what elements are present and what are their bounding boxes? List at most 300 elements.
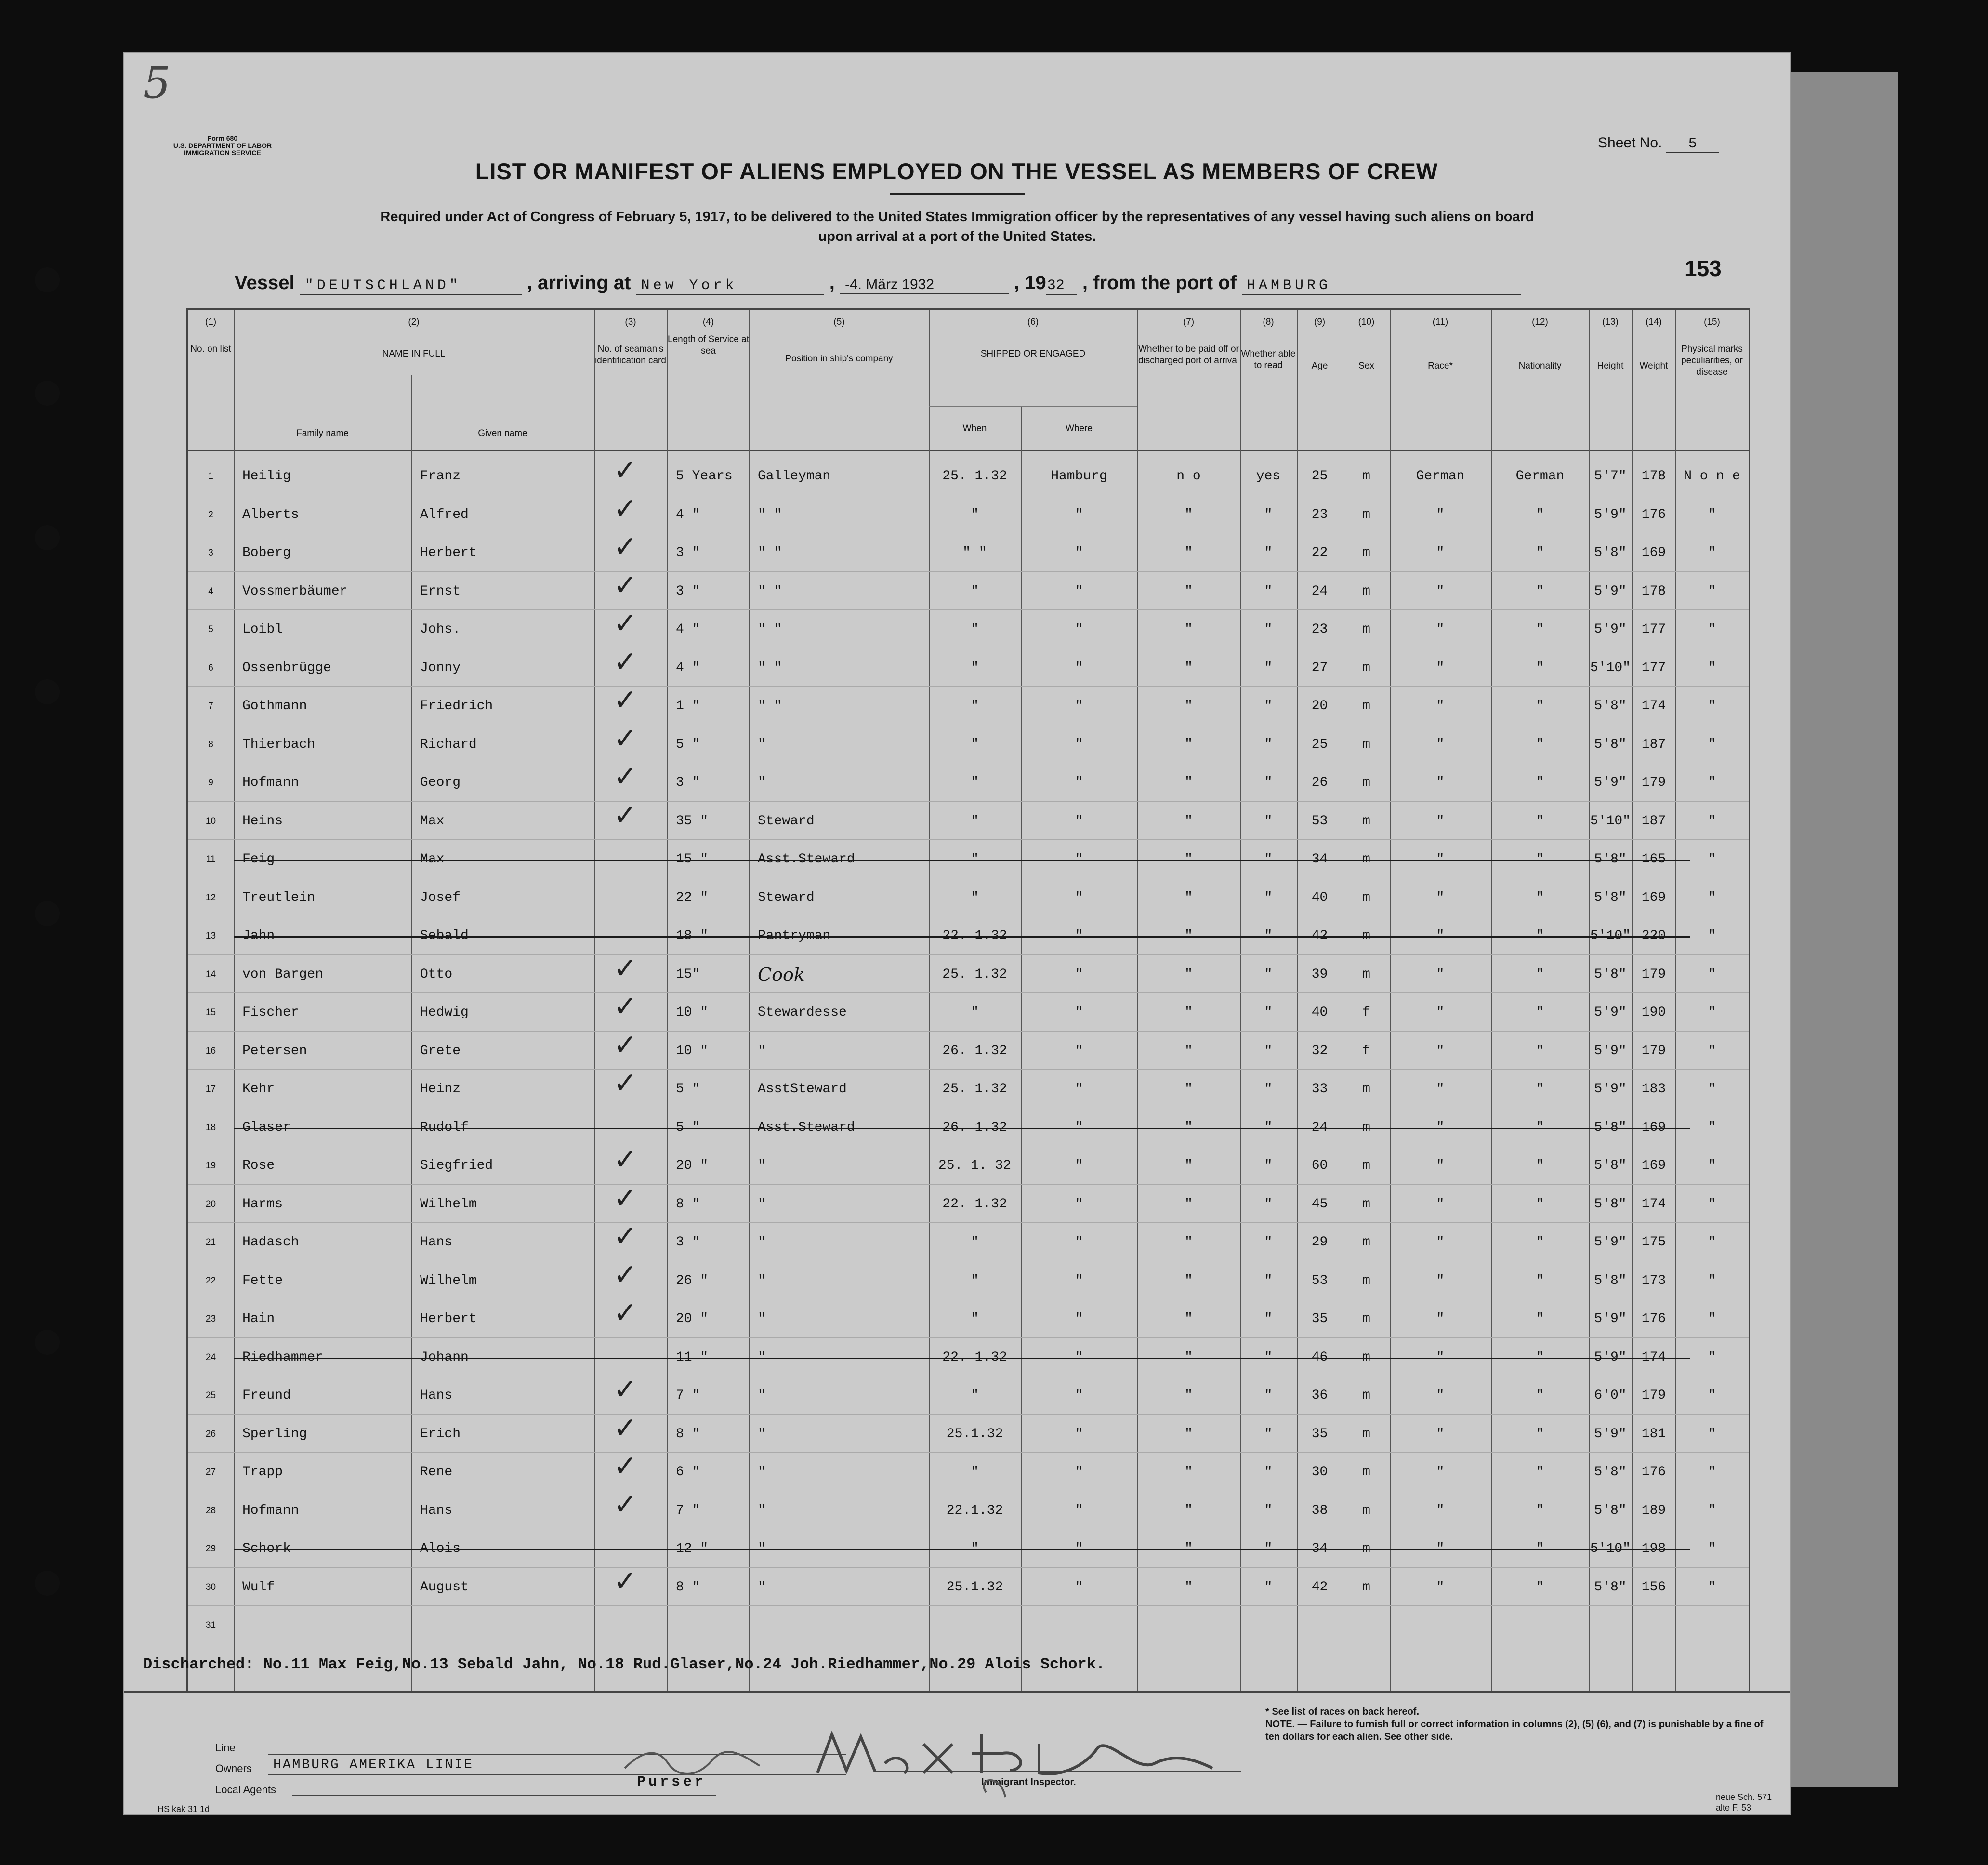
line-label: Line — [215, 1742, 236, 1754]
table-row — [188, 1340, 1749, 1379]
cell-nat: " — [1536, 1349, 1544, 1365]
cell-paid: " — [1185, 1388, 1193, 1403]
cell-when: " — [971, 1005, 979, 1020]
cell-age: 24 — [1311, 583, 1328, 599]
cell-weight: 179 — [1641, 966, 1666, 982]
cell-race: " — [1436, 1541, 1445, 1556]
table-row — [188, 1111, 1749, 1149]
cell-read: " — [1264, 737, 1273, 752]
cell-service: 8 " — [676, 1579, 700, 1595]
cell-given: Grete — [420, 1043, 461, 1058]
sheet-number-field — [1598, 135, 1719, 153]
cell-nat: " — [1536, 1043, 1544, 1058]
table-row — [188, 1181, 1749, 1226]
cell-position: " " — [758, 507, 782, 522]
alte-code: alte F. 53 — [1716, 1803, 1751, 1812]
cell-position: " " — [758, 545, 782, 560]
length-service-header: Length of Service at sea — [668, 334, 749, 356]
cell-given: Heinz — [420, 1082, 461, 1097]
cell-sex: m — [1362, 1235, 1370, 1250]
cell-family: Gothmann — [242, 699, 307, 714]
cell-weight: 169 — [1641, 1158, 1666, 1173]
cell-family: Fischer — [242, 1005, 299, 1020]
cell-race: " — [1436, 1579, 1445, 1595]
cell-sex: m — [1362, 1579, 1370, 1595]
cell-weight: 174 — [1641, 699, 1666, 714]
family-name-header: Family name — [296, 428, 349, 438]
cell-race: " — [1436, 928, 1445, 943]
cell-family: Riedhammer — [242, 1349, 324, 1365]
cell-read: " — [1264, 813, 1273, 829]
check-mark-icon: ✓ — [613, 951, 638, 985]
cell-age: 26 — [1311, 775, 1328, 790]
check-mark-icon: ✓ — [613, 1219, 638, 1253]
table-row — [188, 1066, 1749, 1111]
cell-family: Hain — [242, 1311, 275, 1326]
cell-position: Asst.Steward — [758, 1120, 855, 1135]
cell-where: " — [1075, 813, 1083, 829]
cell-paid: " — [1185, 852, 1193, 867]
cell-weight: 187 — [1641, 813, 1666, 829]
cell-n: 15 — [205, 1007, 216, 1018]
cell-where: " — [1075, 1120, 1083, 1135]
cell-height: 5'10" — [1590, 660, 1631, 675]
cell-given: Hans — [420, 1388, 453, 1403]
cell-read: " — [1264, 852, 1273, 867]
cell-given: Friedrich — [420, 699, 493, 714]
service: IMMIGRATION SERVICE — [184, 149, 261, 157]
cell-marks: " — [1708, 1005, 1716, 1020]
cell-family: Petersen — [242, 1043, 307, 1058]
cell-sex: m — [1362, 507, 1370, 522]
vessel-label: Vessel — [235, 272, 295, 293]
shipped-subdivider — [929, 406, 1137, 407]
cell-where: Hamburg — [1051, 469, 1107, 484]
cell-position: " — [758, 737, 766, 752]
check-mark-icon: ✓ — [613, 760, 638, 794]
cell-service: 3 " — [676, 545, 700, 560]
cell-marks: " — [1708, 1541, 1716, 1556]
table-row — [188, 798, 1749, 843]
cell-position: " — [758, 1311, 766, 1326]
cell-nat: " — [1536, 507, 1544, 522]
age-header: Age — [1311, 361, 1328, 371]
penalty-note: NOTE. — Failure to furnish full or correct information in columns (2), (5) (6), and (7) is punishable by a fine of ten dollars for each alien. See other side. — [1265, 1719, 1764, 1742]
cell-where: " — [1075, 1196, 1083, 1212]
cell-service: 10 " — [676, 1043, 709, 1058]
cell-paid: " — [1185, 1579, 1193, 1595]
cell-read: " — [1264, 1005, 1273, 1020]
table-row — [188, 1143, 1749, 1187]
cell-family: Harms — [242, 1196, 283, 1212]
cell-where: " — [1075, 852, 1083, 867]
able-read-header: Whether able to read — [1241, 349, 1296, 370]
cell-nat: " — [1536, 737, 1544, 752]
table-row — [188, 1028, 1749, 1072]
cell-family: von Bargen — [242, 966, 324, 982]
cell-n: 28 — [205, 1505, 216, 1516]
cell-where: " — [1075, 1273, 1083, 1288]
sheet-number: 5 — [1666, 136, 1719, 153]
cell-height: 6'0" — [1594, 1388, 1627, 1403]
cell-marks: " — [1708, 1388, 1716, 1403]
cell-weight: 220 — [1641, 928, 1666, 943]
cell-age: 35 — [1311, 1426, 1328, 1442]
cell-paid: " — [1185, 1465, 1193, 1480]
cell-service: 22 " — [676, 890, 709, 905]
cell-weight: 190 — [1641, 1005, 1666, 1020]
cell-weight: 179 — [1641, 775, 1666, 790]
form-number: Form 680 — [207, 134, 238, 142]
column-number: (14) — [1646, 317, 1662, 327]
binder-hole — [35, 1571, 60, 1596]
strike-through-line — [234, 1358, 1690, 1359]
cell-read: " — [1264, 1120, 1273, 1135]
column-number: (9) — [1314, 317, 1326, 327]
cell-marks: " — [1708, 622, 1716, 637]
cell-height: 5'9" — [1594, 775, 1627, 790]
table-row — [188, 568, 1749, 613]
cell-marks: " — [1708, 737, 1716, 752]
cell-age: 36 — [1311, 1388, 1328, 1403]
cell-n: 4 — [208, 586, 213, 596]
cell-given: Johs. — [420, 622, 461, 637]
cell-where: " — [1075, 1082, 1083, 1097]
print-code: HS kak 31 1d — [158, 1804, 210, 1814]
cell-n: 14 — [205, 969, 216, 979]
cell-race: " — [1436, 1158, 1445, 1173]
cell-age: 22 — [1311, 545, 1328, 560]
race-header: Race* — [1428, 361, 1453, 371]
cell-n: 19 — [205, 1161, 216, 1171]
cell-family: Boberg — [242, 545, 291, 560]
cell-height: 5'8" — [1594, 737, 1627, 752]
cell-read: " — [1264, 1196, 1273, 1212]
cell-n: 3 — [208, 548, 213, 558]
cell-when: " — [971, 1235, 979, 1250]
arriving-port: New York — [636, 278, 824, 295]
cell-paid: " — [1185, 1503, 1193, 1518]
cell-n: 23 — [205, 1314, 216, 1324]
cell-read: " — [1264, 1235, 1273, 1250]
check-mark-icon: ✓ — [613, 607, 638, 640]
cell-age: 24 — [1311, 1120, 1328, 1135]
cell-sex: m — [1362, 813, 1370, 829]
cell-read: " — [1264, 1541, 1273, 1556]
when-header: When — [962, 423, 987, 434]
cell-weight: 181 — [1641, 1426, 1666, 1442]
cell-marks: " — [1708, 813, 1716, 829]
cell-given: Wilhelm — [420, 1196, 477, 1212]
cell-sex: f — [1362, 1005, 1370, 1020]
check-mark-icon: ✓ — [613, 1143, 638, 1177]
cell-read: " — [1264, 1465, 1273, 1480]
cell-height: 5'8" — [1594, 966, 1627, 982]
cell-family: Hofmann — [242, 775, 299, 790]
cell-height: 5'9" — [1594, 622, 1627, 637]
purser-label: Purser — [637, 1774, 707, 1790]
cell-race: " — [1436, 1503, 1445, 1518]
cell-nat: " — [1536, 1426, 1544, 1442]
check-mark-icon: ✓ — [613, 683, 638, 717]
sch-code: neue Sch. 571 — [1716, 1792, 1772, 1802]
table-row — [188, 683, 1749, 727]
table-row — [188, 1608, 1749, 1647]
cell-n: 1 — [208, 471, 213, 481]
cell-read: " — [1264, 1426, 1273, 1442]
cell-race: " — [1436, 660, 1445, 675]
vessel-name: "DEUTSCHLAND" — [300, 278, 522, 295]
cell-age: 38 — [1311, 1503, 1328, 1518]
cell-race: " — [1436, 622, 1445, 637]
cell-given: Wilhelm — [420, 1273, 477, 1288]
cell-where: " — [1075, 1043, 1083, 1058]
cell-read: " — [1264, 1349, 1273, 1365]
cell-marks: " — [1708, 928, 1716, 943]
cell-given: Rudolf — [420, 1120, 469, 1135]
cell-given: Josef — [420, 890, 461, 905]
cell-given: Georg — [420, 775, 461, 790]
cell-family: Fette — [242, 1273, 283, 1288]
cell-nat: " — [1536, 1158, 1544, 1173]
cell-paid: " — [1185, 928, 1193, 943]
cell-family: Glaser — [242, 1120, 291, 1135]
cell-race: " — [1436, 813, 1445, 829]
cell-sex: m — [1362, 660, 1370, 675]
table-row — [188, 1449, 1749, 1494]
cell-marks: " — [1708, 1082, 1716, 1097]
check-mark-icon: ✓ — [613, 1411, 638, 1445]
cell-when: 26. 1.32 — [942, 1043, 1007, 1058]
cell-position: " — [758, 1273, 766, 1288]
cell-age: 23 — [1311, 507, 1328, 522]
cell-service: 20 " — [676, 1158, 709, 1173]
cell-read: " — [1264, 583, 1273, 599]
cell-marks: " — [1708, 1235, 1716, 1250]
cell-nat: German — [1515, 469, 1565, 484]
cell-age: 33 — [1311, 1082, 1328, 1097]
table-row — [188, 721, 1749, 766]
cell-age: 34 — [1311, 852, 1328, 867]
cell-age: 53 — [1311, 1273, 1328, 1288]
header-divider — [188, 450, 1749, 451]
cell-service: 1 " — [676, 699, 700, 714]
column-number: (3) — [625, 317, 636, 327]
cell-family: Heins — [242, 813, 283, 829]
cell-race: " — [1436, 966, 1445, 982]
cell-sex: m — [1362, 1503, 1370, 1518]
cell-when: " — [971, 507, 979, 522]
table-row — [188, 1411, 1749, 1455]
strike-through-line — [234, 1549, 1690, 1550]
cell-weight: 169 — [1641, 1120, 1666, 1135]
cell-read: " — [1264, 699, 1273, 714]
cell-where: " — [1075, 890, 1083, 905]
cell-where: " — [1075, 1465, 1083, 1480]
strike-through-line — [234, 936, 1690, 938]
id-card-header: No. of seaman's identification card — [595, 344, 666, 366]
cell-sex: m — [1362, 1465, 1370, 1480]
check-mark-icon: ✓ — [613, 1066, 638, 1100]
cell-family: Treutlein — [242, 890, 316, 905]
cell-n: 11 — [206, 854, 216, 864]
cell-service: 12 " — [676, 1541, 709, 1556]
cell-sex: m — [1362, 1426, 1370, 1442]
cell-where: " — [1075, 699, 1083, 714]
cell-family: Ossenbrügge — [242, 660, 331, 675]
table-row — [188, 881, 1749, 919]
page-number: 153 — [1685, 256, 1722, 281]
cell-weight: 176 — [1641, 1465, 1666, 1480]
table-row — [188, 645, 1749, 689]
cell-n: 27 — [205, 1467, 216, 1477]
cell-where: " — [1075, 1235, 1083, 1250]
cell-age: 35 — [1311, 1311, 1328, 1326]
cell-height: 5'9" — [1594, 1235, 1627, 1250]
table-row — [188, 1257, 1749, 1302]
check-mark-icon: ✓ — [613, 1373, 638, 1406]
form-block — [153, 135, 292, 157]
cell-height: 5'8" — [1594, 1120, 1627, 1135]
binder-hole — [35, 267, 60, 292]
strike-through-line — [234, 1128, 1690, 1129]
agents-label: Local Agents — [215, 1784, 276, 1796]
cell-position: " — [758, 1388, 766, 1403]
cell-nat: " — [1536, 1311, 1544, 1326]
cell-age: 32 — [1311, 1043, 1328, 1058]
cell-position: " — [758, 775, 766, 790]
cell-marks: " — [1708, 1579, 1716, 1595]
cell-read: " — [1264, 1579, 1273, 1595]
cell-when: " — [971, 583, 979, 599]
cell-read: " — [1264, 775, 1273, 790]
cell-paid: " — [1185, 1196, 1193, 1212]
inspector-label: Immigrant Inspector. — [981, 1777, 1076, 1787]
cell-marks: " — [1708, 890, 1716, 905]
cell-paid: " — [1185, 1426, 1193, 1442]
cell-sex: m — [1362, 1196, 1370, 1212]
cell-marks: " — [1708, 852, 1716, 867]
cell-height: 5'8" — [1594, 545, 1627, 560]
cell-n: 29 — [205, 1544, 216, 1554]
table-row — [188, 951, 1749, 996]
table-row — [188, 1564, 1749, 1609]
cell-family: Hadasch — [242, 1235, 299, 1250]
cell-marks: " — [1708, 775, 1716, 790]
cell-paid: " — [1185, 507, 1193, 522]
check-mark-icon: ✓ — [613, 1296, 638, 1330]
cell-read: " — [1264, 622, 1273, 637]
where-header: Where — [1066, 423, 1093, 434]
cell-position: AsstSteward — [758, 1082, 847, 1097]
cell-age: 42 — [1311, 928, 1328, 943]
cell-when: " — [971, 699, 979, 714]
cell-service: 5 " — [676, 1082, 700, 1097]
cell-family: Sperling — [242, 1426, 307, 1442]
cell-paid: " — [1185, 1541, 1193, 1556]
table-row — [188, 453, 1749, 498]
cell-read: " — [1264, 1082, 1273, 1097]
given-name-header: Given name — [478, 428, 527, 438]
cell-n: 21 — [205, 1237, 216, 1247]
table-row — [188, 607, 1749, 651]
cell-paid: " — [1185, 1273, 1193, 1288]
cell-race: " — [1436, 737, 1445, 752]
cell-marks: " — [1708, 1158, 1716, 1173]
cell-n: 2 — [208, 509, 213, 520]
column-number: (15) — [1704, 317, 1720, 327]
cell-marks: " — [1708, 1503, 1716, 1518]
cell-paid: " — [1185, 775, 1193, 790]
cell-family: Hofmann — [242, 1503, 299, 1518]
cell-service: 5 " — [676, 737, 700, 752]
cell-n: 6 — [208, 662, 213, 673]
cell-n: 7 — [208, 701, 213, 711]
column-number: (1) — [205, 317, 217, 327]
cell-race: " — [1436, 1426, 1445, 1442]
cell-nat: " — [1536, 1005, 1544, 1020]
cell-race: German — [1416, 469, 1465, 484]
cell-paid: " — [1185, 1082, 1193, 1097]
binder-hole — [35, 525, 60, 550]
vessel-line: Vessel "DEUTSCHLAND" , arriving at New York , -4. März 1932 , 1932 , from the port of HAMBURG — [235, 272, 1521, 295]
cell-height: 5'10" — [1590, 1541, 1631, 1556]
cell-when: 22. 1.32 — [942, 1349, 1007, 1365]
cell-nat: " — [1536, 1388, 1544, 1403]
cell-read: " — [1264, 1158, 1273, 1173]
cell-paid: " — [1185, 660, 1193, 675]
cell-when: " — [971, 622, 979, 637]
cell-position: " — [758, 1426, 766, 1442]
cell-family: Vossmerbäumer — [242, 583, 348, 599]
cell-read: " — [1264, 1503, 1273, 1518]
cell-n: 20 — [205, 1199, 216, 1209]
cell-given: Franz — [420, 469, 461, 484]
cell-nat: " — [1536, 1235, 1544, 1250]
column-number: (2) — [408, 317, 420, 327]
cell-when: 25. 1. 32 — [938, 1158, 1012, 1173]
corner-mark: 5 — [143, 58, 171, 108]
column-number: (7) — [1183, 317, 1195, 327]
cell-position: Pantryman — [758, 928, 831, 943]
cell-sex: m — [1362, 1388, 1370, 1403]
cell-where: " — [1075, 507, 1083, 522]
cell-sex: m — [1362, 1120, 1370, 1135]
strike-through-line — [234, 860, 1690, 861]
cell-nat: " — [1536, 699, 1544, 714]
table-row — [188, 760, 1749, 804]
cell-height: 5'8" — [1594, 852, 1627, 867]
cell-service: 8 " — [676, 1426, 700, 1442]
cell-service: 15 " — [676, 852, 709, 867]
cell-given: Erich — [420, 1426, 461, 1442]
cell-marks: " — [1708, 1311, 1716, 1326]
cell-where: " — [1075, 928, 1083, 943]
check-mark-icon: ✓ — [613, 568, 638, 602]
cell-race: " — [1436, 890, 1445, 905]
cell-marks: " — [1708, 1426, 1716, 1442]
cell-weight: 156 — [1641, 1579, 1666, 1595]
cell-nat: " — [1536, 775, 1544, 790]
column-number: (4) — [702, 317, 714, 327]
cell-service: 8 " — [676, 1196, 700, 1212]
cell-service: 10 " — [676, 1005, 709, 1020]
cell-n: 10 — [205, 816, 216, 826]
check-mark-icon: ✓ — [613, 1181, 638, 1215]
cell-height: 5'8" — [1594, 1503, 1627, 1518]
cell-service: 15" — [676, 966, 700, 982]
cell-given: Hans — [420, 1503, 453, 1518]
